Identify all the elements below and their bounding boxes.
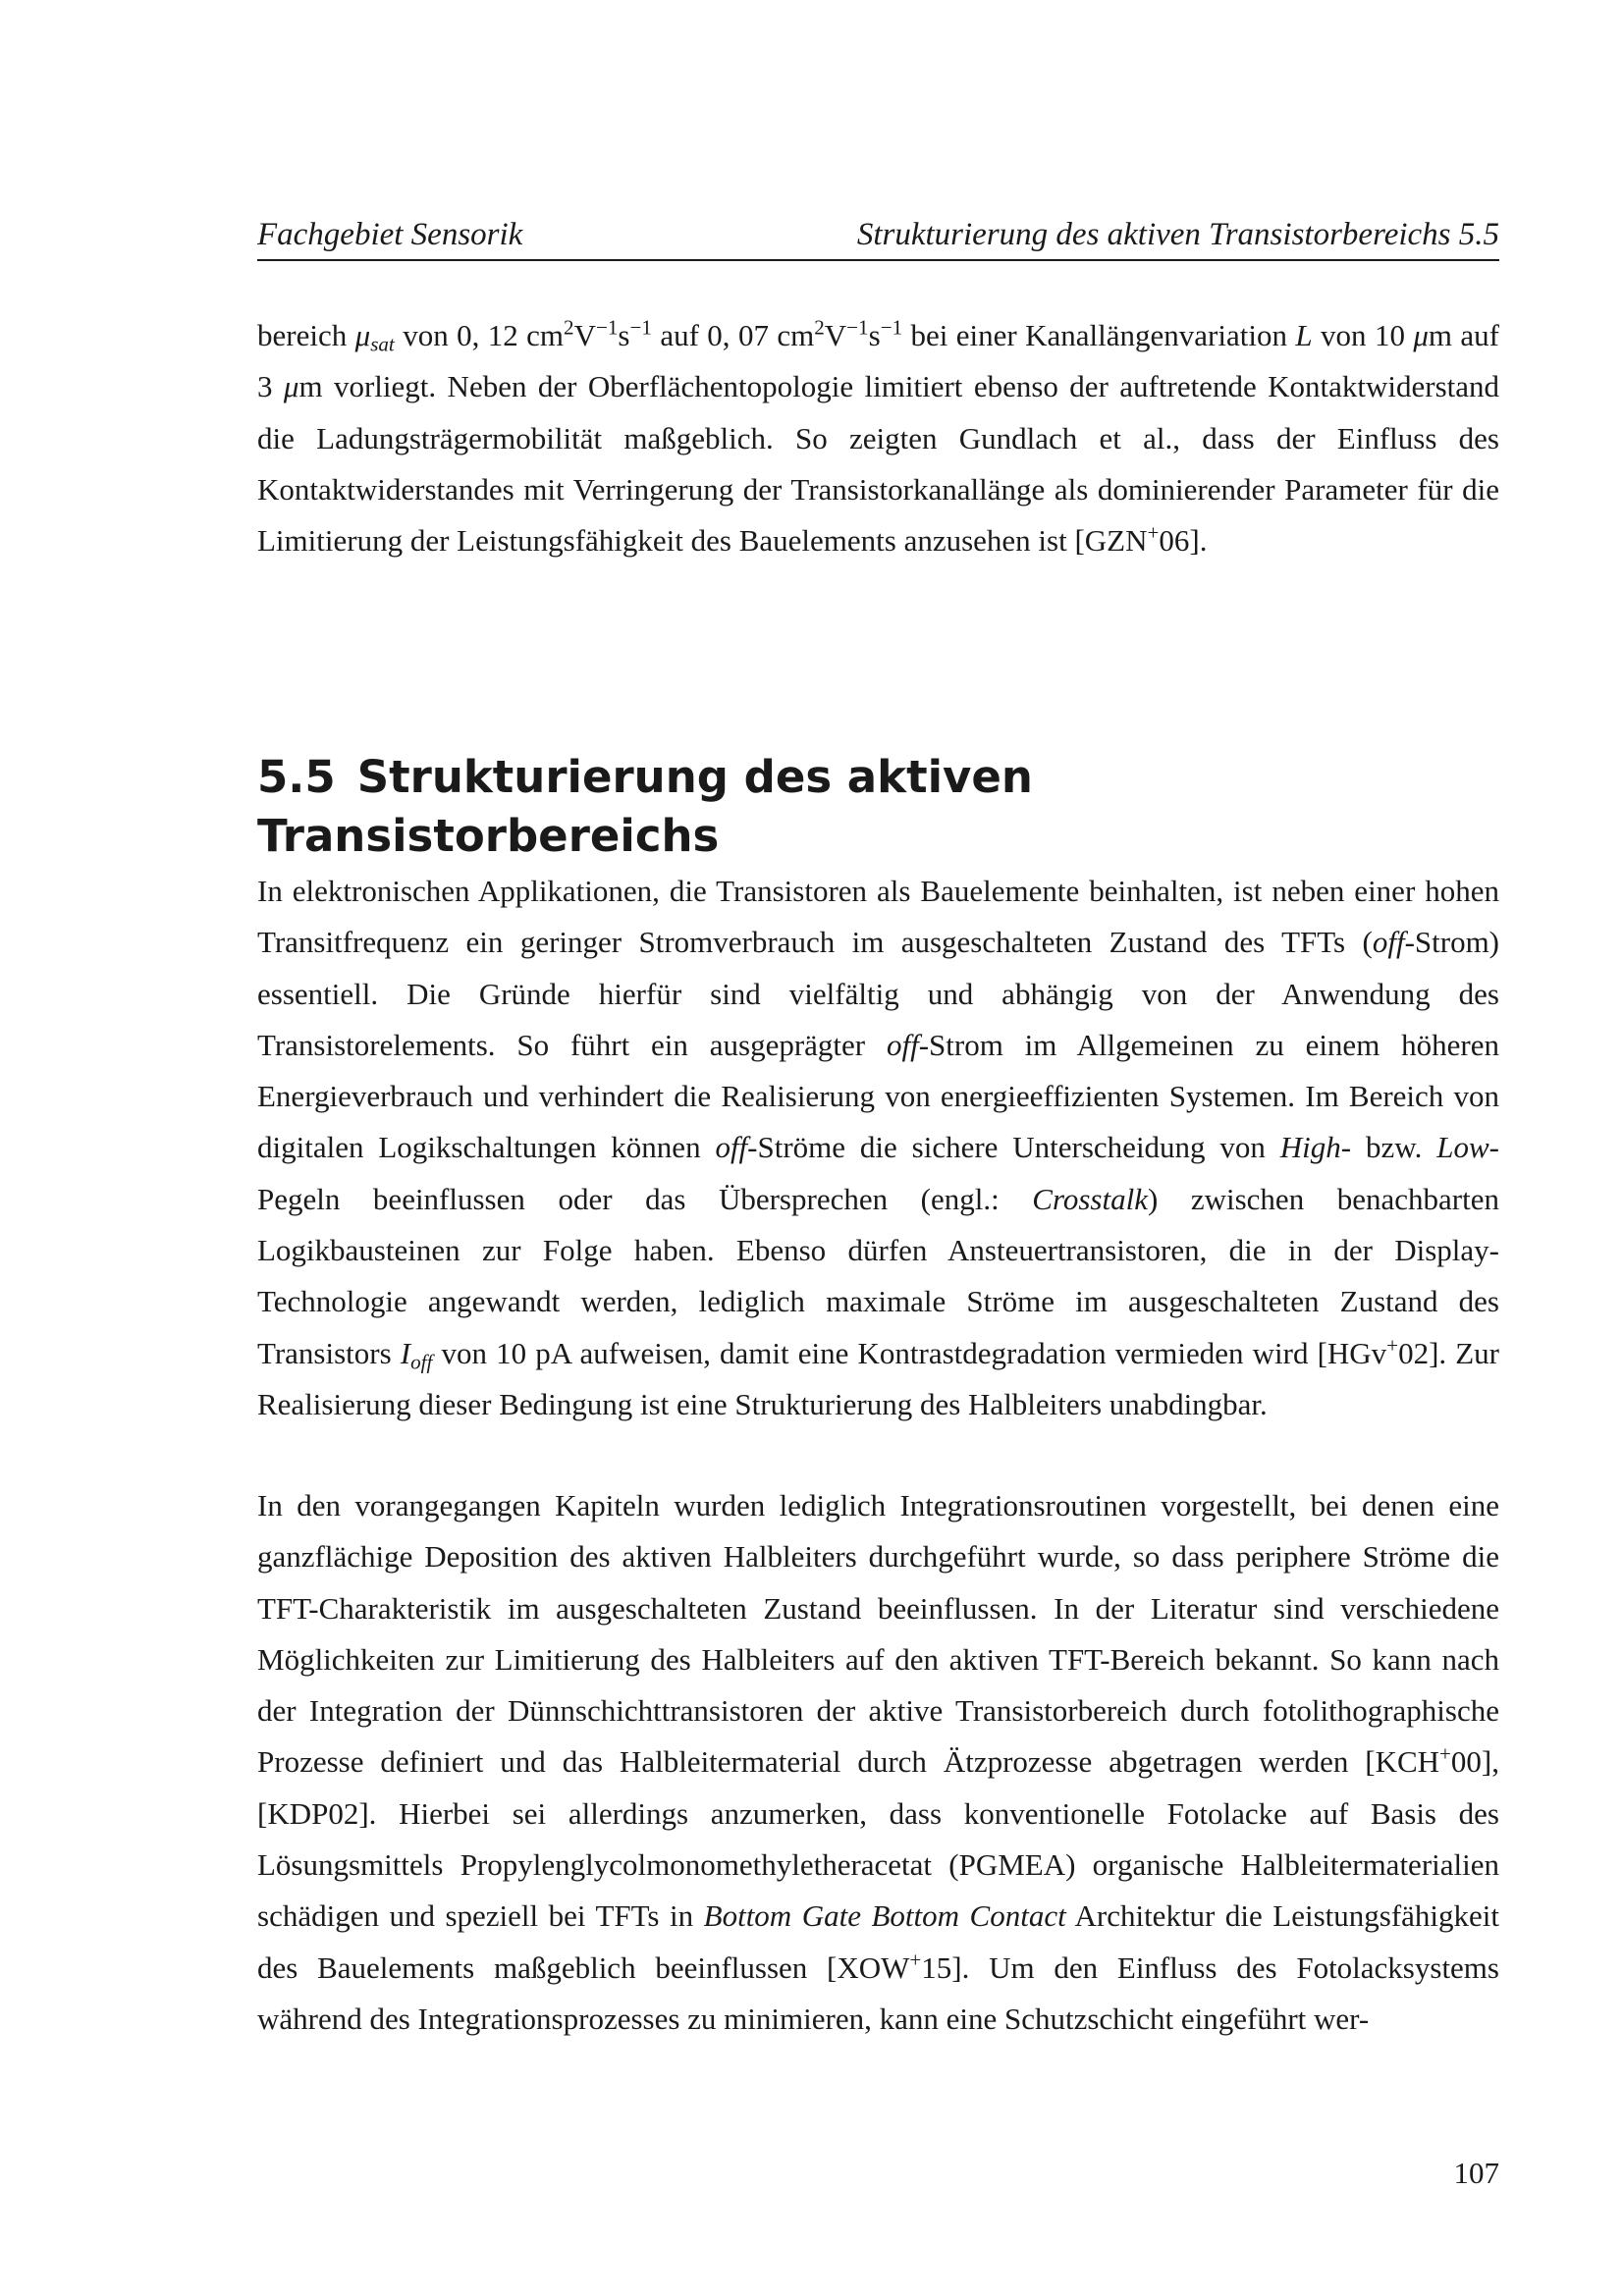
paragraph-off-current: In elektronischen Applikationen, die Transistoren als Bauelemente beinhalten, ist neben einer hohen Transitfrequenz ein geringer Stromverbrauch im ausgeschalteten Zustand des TFTs (off-Strom) essentiell. Die Gründe hierfür sind vielfältig und abhängig von der Anwendung des Transistorelements. So führt ein ausgeprägter off-Strom im Allgemeinen zu einem höheren Energieverbrauch und verhindert die Realisierung von energieeffizienten Systemen. Im Bereich von digitalen Logikschaltungen können off-Ströme die sichere Unterscheidung von High- bzw. Low-Pegeln beeinflussen oder das Übersprechen (engl.: Crosstalk) zwischen benachbarten Logikbausteinen zur Folge haben. Ebenso dürfen Ansteuertransistoren, die in der Display-Technologie angewandt werden, lediglich maximale Ströme im ausgeschalteten Zustand des Transistors $I_{off}$ von 10 pA aufweisen, damit eine Kontrastdegradation vermieden wird [HGv+02]. Zur Realisierung dieser Bedingung ist eine Strukturierung des Halbleiters unabdingbar. — [257, 874, 1500, 1421]
header-section-label: Strukturierung des aktiven Transistorbereichs 5.5 — [856, 217, 1499, 252]
section-number: 5.5 — [257, 751, 336, 803]
paragraph-integration: In den vorangegangen Kapiteln wurden lediglich Integrationsroutinen vorgestellt, bei denen eine ganzflächige Deposition des aktiven Halbleiters durchgeführt wurde, so dass periphere Ströme die TFT-Charakteristik im ausgeschalteten Zustand beeinflussen. In der Literatur sind verschiedene Möglichkeiten zur Limitierung des Halbleiters auf den aktiven TFT-Bereich bekannt. So kann nach der Integration der Dünnschichttransistoren der aktive Transistorbereich durch fotolithographische Prozesse definiert und das Halbleitermaterial durch Ätzprozesse abgetragen werden [KCH+00], [KDP02]. Hierbei sei allerdings anzumerken, dass konventionelle Fotolacke auf Basis des Lösungsmittels Propylenglycolmonomethyletheracetat (PGMEA) organische Halbleitermaterialien schädigen und speziell bei TFTs in Bottom Gate Bottom Contact Architektur die Leistungsfähigkeit des Bauelements maßgeblich beeinflussen [XOW+15]. Um den Einfluss des Fotolacksystems während des Integrationsprozesses zu minimieren, kann eine Schutzschicht eingeführt wer- — [257, 1488, 1499, 2036]
page-number: 107 — [1453, 2156, 1499, 2190]
header-chapter-label: Fachgebiet Sensorik — [257, 217, 523, 252]
running-header — [257, 210, 1499, 261]
document-page — [257, 0, 1499, 2296]
paragraph-mobility: bereich $\mu_{sat}$ von 0, 12 $cm^2V^{-1}s^{-1}$ auf 0, 07 $cm^2V^{-1}s^{-1}$ bei einer Kanallängenvariation L von 10 μm auf 3 μm vorliegt. Neben der Oberflächentopologie limitiert ebenso der auftretende Kontaktwiderstand die Ladungsträgermobilität maßgeblich. So zeigten Gundlach et al., dass der Einfluss des Kontaktwiderstandes mit Verringerung der Transistorkanallänge als dominierender Parameter für die Limitierung der Leistungsfähigkeit des Bauelements anzusehen ist [GZN+06]. — [257, 315, 1500, 559]
section-title: Strukturierung des aktiven Transistorbereichs — [257, 751, 1033, 862]
section-heading — [257, 748, 1499, 866]
